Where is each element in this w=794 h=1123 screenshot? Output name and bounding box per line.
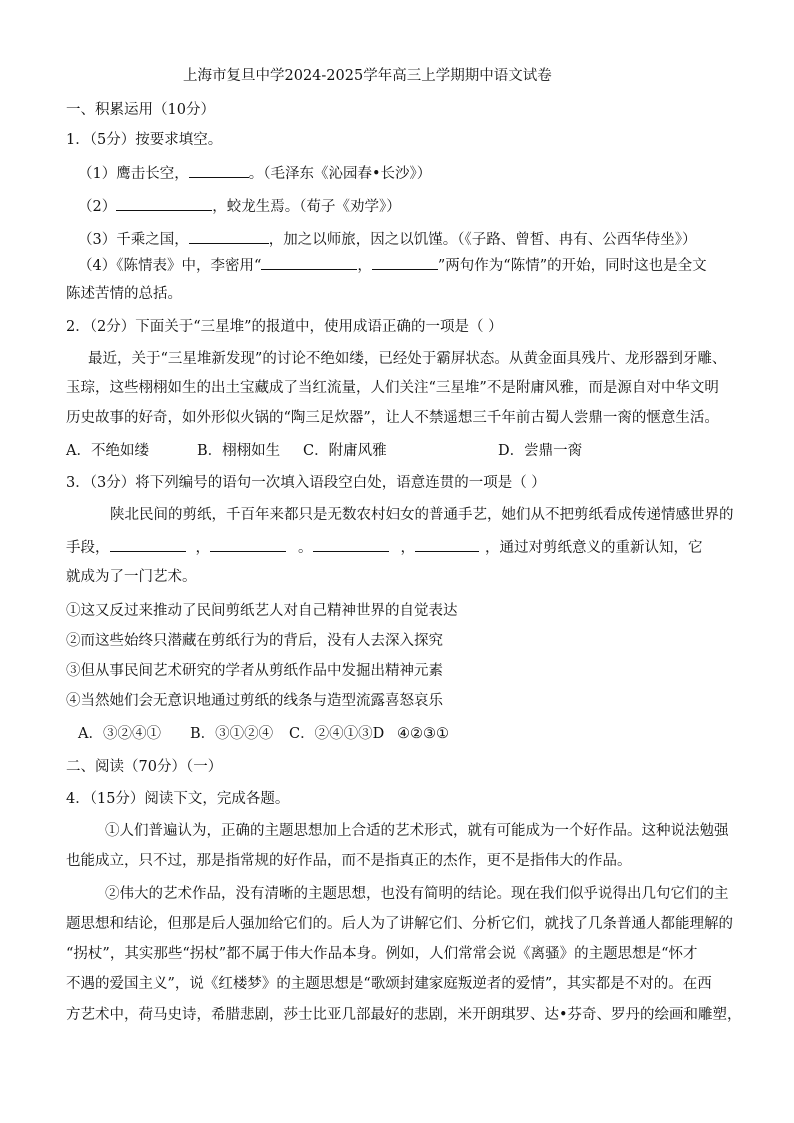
answer-blank[interactable] xyxy=(372,255,438,270)
q2-passage-line: 最近，关于“三星堆新发现”的讨论不绝如缕，已经处于霸屏状态。从黄金面具残片、龙形器到牙雕、 xyxy=(88,351,727,367)
answer-blank[interactable] xyxy=(116,196,212,211)
q3-sentence-4: ④当然她们会无意识地通过剪纸的线条与造型流露喜怒哀乐 xyxy=(66,693,443,709)
q1-item2: （2） ，蛟龙生焉。（荀子《劝学》） xyxy=(78,196,401,217)
q1-item4-line2: 陈述苦情的总括。 xyxy=(66,286,182,302)
q4-passage-line: 不遇的爱国主义”，说《红楼梦》的主题思想是“歌颂封建家庭叛逆者的爱情”，其实都是不对的。在西 xyxy=(66,976,712,992)
q1-item4-line1: （4）《陈情表》中，李密用“ ， ”两句作为“陈情”的开始，同时这也是全文 xyxy=(78,255,707,276)
q2-stem: 2．（2分）下面关于“三星堆”的报道中，使用成语正确的一项是（ ） xyxy=(66,319,503,335)
answer-blank[interactable] xyxy=(189,229,269,244)
q3-passage-blanks: 手段， ， 。 ， ，通过对剪纸意义的重新认知，它 xyxy=(66,537,703,558)
q4-passage-line: “拐杖”，其实那些“拐杖”都不属于伟大作品本身。例如，人们常常会说《离骚》的主题思想是“怀才 xyxy=(66,946,698,962)
q3-stem: 3．（3分）将下列编号的语句一次填入语段空白处，语意连贯的一项是（ ） xyxy=(66,475,546,491)
q1-item3: （3）千乘之国， ，加之以师旅，因之以饥馑。（《子路、曾皙、冉有、公西华侍坐》） xyxy=(78,229,696,250)
q4-stem: 4．（15分）阅读下文，完成各题。 xyxy=(66,791,290,807)
q2-passage-line: 玉琮，这些栩栩如生的出土宝藏成了当红流量，人们关注“三星堆”不是附庸风雅，而是源自对中华文明 xyxy=(66,380,719,396)
answer-blank[interactable] xyxy=(313,537,389,552)
q1-item1: （1）鹰击长空， 。（毛泽东《沁园春•长沙》） xyxy=(78,163,431,184)
q2-option-d[interactable]: D．尝鼎一脔 xyxy=(498,443,583,459)
q2-option-c[interactable]: C．附庸风雅 xyxy=(303,443,387,459)
q3-option-d[interactable]: ④②③① xyxy=(397,726,449,742)
q4-passage-line: ②伟大的艺术作品，没有清晰的主题思想，也没有简明的结论。现在我们似乎说得出几句它们的主 xyxy=(105,886,729,902)
q3-option-b[interactable]: B．③①②④ xyxy=(190,726,274,742)
q3-sentence-3: ③但从事民间艺术研究的学者从剪纸作品中发掘出精神元素 xyxy=(66,663,443,679)
q1-stem: 1．（5分）按要求填空。 xyxy=(66,132,223,148)
answer-blank[interactable] xyxy=(415,537,479,552)
q4-passage-line: 也能成立，只不过，那是指常规的好作品，而不是指真正的杰作，更不是指伟大的作品。 xyxy=(66,853,632,869)
q3-sentence-2: ②而这些始终只潜藏在剪纸行为的背后，没有人去深入探究 xyxy=(66,633,443,649)
q3-passage-line: 就成为了一门艺术。 xyxy=(66,569,197,585)
q2-option-a[interactable]: A．不绝如缕 xyxy=(66,443,149,459)
answer-blank[interactable] xyxy=(189,163,249,178)
answer-blank[interactable] xyxy=(261,255,357,270)
q4-passage-line: ①人们普遍认为，正确的主题思想加上合适的艺术形式，就有可能成为一个好作品。这种说法勉强 xyxy=(105,823,729,839)
q2-option-b[interactable]: B．栩栩如生 xyxy=(197,443,281,459)
q2-passage-line: 历史故事的好奇，如外形似火锅的“陶三足炊器”，让人不禁遥想三千年前古蜀人尝鼎一脔的惬意生活。 xyxy=(66,410,719,426)
q4-passage-line: 方艺术中，荷马史诗，希腊悲剧，莎士比亚几部最好的悲剧，米开朗琪罗、达•芬奇、罗丹的绘画和雕塑， xyxy=(66,1007,742,1023)
answer-blank[interactable] xyxy=(210,537,286,552)
q3-option-a[interactable]: A．③②④① xyxy=(78,726,161,742)
section1-heading: 一、积累运用（10分） xyxy=(66,102,215,118)
q3-passage-line: 陕北民间的剪纸，千百年来都只是无数农村妇女的普通手艺，她们从不把剪纸看成传递情感世界的 xyxy=(110,507,734,523)
answer-blank[interactable] xyxy=(110,537,186,552)
q4-passage-line: 题思想和结论，但那是后人强加给它们的。后人为了讲解它们、分析它们，就找了几条普通人都能理解的 xyxy=(66,916,733,932)
q3-sentence-1: ①这又反过来推动了民间剪纸艺人对自己精神世界的自觉表达 xyxy=(66,603,458,619)
q3-option-c[interactable]: C．②④①③D xyxy=(289,726,385,742)
section2-heading: 二、阅读（70分）（一） xyxy=(66,759,223,775)
page-title: 上海市复旦中学2024-2025学年高三上学期期中语文试卷 xyxy=(183,68,552,84)
